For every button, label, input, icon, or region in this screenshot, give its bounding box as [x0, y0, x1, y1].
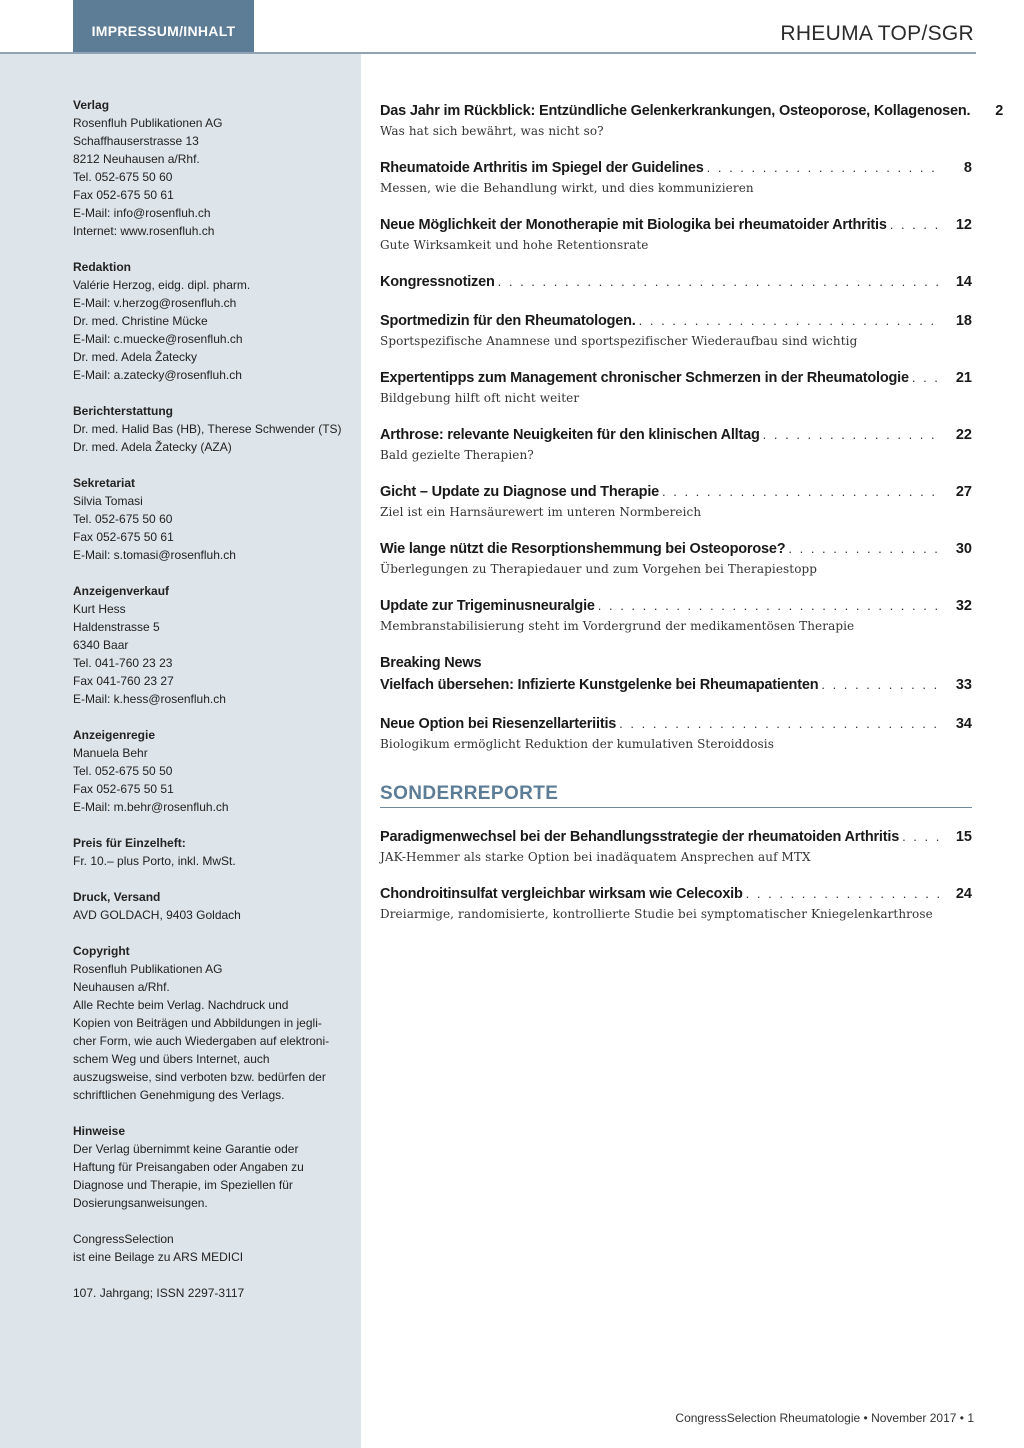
- imprint-line: Schaffhauserstrasse 13: [73, 134, 199, 148]
- imprint-heading: Copyright: [73, 944, 130, 958]
- toc-entry: [380, 214, 972, 254]
- toc-leader-dots: [788, 538, 942, 560]
- toc-page-number: 32: [955, 598, 972, 614]
- toc-entry: [380, 481, 972, 521]
- toc-entry-subtitle: Bald gezielte Therapien?: [380, 448, 534, 462]
- toc-entry-line: [380, 674, 972, 696]
- toc-page-number: 21: [955, 370, 972, 386]
- imprint-line: Dr. med. Christine Mücke: [73, 314, 208, 328]
- toc-entry: [380, 100, 1004, 140]
- imprint-line: Haldenstrasse 5: [73, 620, 160, 634]
- toc-entry-line: [380, 100, 1004, 122]
- imprint-heading: Redaktion: [73, 260, 132, 274]
- imprint-line: Rosenfluh Publikationen AG: [73, 962, 223, 976]
- toc-page-number: 2: [995, 103, 1004, 119]
- toc-entry: [380, 595, 972, 635]
- imprint-block: [73, 582, 343, 708]
- imprint-line: ist eine Beilage zu ARS MEDICI: [73, 1250, 244, 1264]
- toc-entry-subtitle: Messen, wie die Behandlung wirkt, und dies kommunizieren: [380, 181, 754, 195]
- imprint-line: 6340 Baar: [73, 638, 129, 652]
- imprint-line: Fr. 10.– plus Porto, inkl. MwSt.: [73, 854, 236, 868]
- toc-entry: [380, 652, 972, 696]
- toc-page-number: 34: [955, 716, 972, 732]
- imprint-heading: Anzeigenverkauf: [73, 584, 170, 598]
- toc-entry: [380, 424, 972, 464]
- imprint-heading: Hinweise: [73, 1124, 126, 1138]
- toc-entry: [380, 367, 972, 407]
- toc-entry-line: [380, 367, 972, 389]
- toc-page-number: 8: [963, 160, 972, 176]
- toc-entry-line: [380, 538, 972, 560]
- imprint-heading: Druck, Versand: [73, 890, 161, 904]
- toc-entry-title: Paradigmenwechsel bei der Behandlungsstrategie der rheumatoiden Arthritis: [380, 829, 900, 845]
- imprint-heading: Berichterstattung: [73, 404, 174, 418]
- page-footer: CongressSelection Rheumatologie • November 2017 • 1: [675, 1411, 974, 1425]
- toc-entry-subtitle: Membranstabilisierung steht im Vordergrund der medikamentösen Therapie: [380, 619, 855, 633]
- imprint-line: Tel. 052-675 50 60: [73, 512, 173, 526]
- imprint-line: CongressSelection: [73, 1232, 174, 1246]
- imprint-line: E-Mail: a.zatecky@rosenfluh.ch: [73, 368, 242, 382]
- imprint-line: E-Mail: v.herzog@rosenfluh.ch: [73, 296, 237, 310]
- imprint-line: AVD GOLDACH, 9403 Goldach: [73, 908, 241, 922]
- toc-entry-kicker: Breaking News: [380, 655, 482, 671]
- toc-entry-line: [380, 481, 972, 503]
- imprint-block: [73, 402, 343, 456]
- imprint-line: schriftlichen Genehmigung des Verlags.: [73, 1088, 285, 1102]
- imprint-line: Kopien von Beiträgen und Abbildungen in jegli-: [73, 1016, 322, 1030]
- toc-entry-title: Gicht – Update zu Diagnose und Therapie: [380, 484, 660, 500]
- toc-page-number: 30: [955, 541, 972, 557]
- imprint-line: 8212 Neuhausen a/Rhf.: [73, 152, 200, 166]
- special-reports-heading: SONDERREPORTE: [380, 783, 972, 808]
- imprint-line: Valérie Herzog, eidg. dipl. pharm.: [73, 278, 251, 292]
- toc-entry-subtitle: JAK-Hemmer als starke Option bei inadäquatem Ansprechen auf MTX: [380, 850, 811, 864]
- toc-entry-title: Chondroitinsulfat vergleichbar wirksam wie Celecoxib: [380, 886, 743, 902]
- toc-entry: [380, 883, 972, 923]
- imprint-block: [73, 474, 343, 564]
- imprint-line: Fax 041-760 23 27: [73, 674, 174, 688]
- toc-entry-title: Neue Möglichkeit der Monotherapie mit Biologika bei rheumatoider Arthritis: [380, 217, 887, 233]
- toc-page-number: 18: [955, 313, 972, 329]
- imprint-block: [73, 726, 343, 816]
- imprint-line: Rosenfluh Publikationen AG: [73, 116, 223, 130]
- toc-entry-title: Expertentipps zum Management chronischer Schmerzen in der Rheumatologie: [380, 370, 909, 386]
- toc-entry-title: Neue Option bei Riesenzellarteriitis: [380, 716, 617, 732]
- imprint-block: [73, 834, 343, 870]
- toc-entry-line: [380, 595, 972, 617]
- imprint: [73, 96, 343, 1320]
- toc-entry-subtitle: Dreiarmige, randomisierte, kontrollierte Studie bei symptomatischer Kniegelenkarthrose: [380, 907, 933, 921]
- toc-entry-subtitle: Biologikum ermöglicht Reduktion der kumulativen Steroiddosis: [380, 737, 774, 751]
- imprint-block: [73, 1230, 343, 1266]
- toc-entry-line: [380, 883, 972, 905]
- toc-leader-dots: [821, 674, 942, 696]
- toc-entry-subtitle: Bildgebung hilft oft nicht weiter: [380, 391, 580, 405]
- toc-leader-dots: [639, 310, 942, 332]
- imprint-line: Dr. med. Halid Bas (HB), Therese Schwender (TS): [73, 422, 342, 436]
- toc-main-list: [380, 100, 1004, 753]
- toc-entry-line: [380, 826, 972, 848]
- toc-entry-title: Das Jahr im Rückblick: Entzündliche Gelenkerkrankungen, Osteoporose, Kollagenosen.: [380, 103, 971, 119]
- imprint-line: E-Mail: m.behr@rosenfluh.ch: [73, 800, 229, 814]
- imprint-line: Dosierungsanweisungen.: [73, 1196, 208, 1210]
- toc-leader-dots: [912, 367, 942, 389]
- toc-entry-title: Rheumatoide Arthritis im Spiegel der Guidelines: [380, 160, 704, 176]
- toc-entry: [380, 310, 972, 350]
- toc-entry-subtitle: Überlegungen zu Therapiedauer und zum Vorgehen bei Therapiestopp: [380, 562, 818, 576]
- journal-title: RHEUMA TOP/SGR: [780, 22, 974, 45]
- toc-entry-line: [380, 214, 972, 236]
- toc-leader-dots: [763, 424, 942, 446]
- imprint-line: Fax 052-675 50 51: [73, 782, 174, 796]
- toc-leader-dots: [662, 481, 942, 503]
- imprint-heading: Verlag: [73, 98, 110, 112]
- toc-entry: [380, 157, 972, 197]
- toc-page-number: 33: [955, 677, 972, 693]
- imprint-line: Tel. 041-760 23 23: [73, 656, 173, 670]
- toc-entry: [380, 271, 972, 293]
- toc-entry-title: Vielfach übersehen: Infizierte Kunstgelenke bei Rheumapatienten: [380, 677, 819, 693]
- imprint-block: [73, 942, 343, 1104]
- imprint-block: [73, 96, 343, 240]
- toc-leader-dots: [498, 271, 942, 293]
- imprint-heading: Anzeigenregie: [73, 728, 156, 742]
- imprint-line: Tel. 052-675 50 50: [73, 764, 173, 778]
- imprint-line: Dr. med. Adela Žatecky (AZA): [73, 440, 232, 454]
- imprint-line: auszugsweise, sind verboten bzw. bedürfen der: [73, 1070, 326, 1084]
- imprint-line: 107. Jahrgang; ISSN 2297-3117: [73, 1286, 245, 1300]
- toc-entry-title: Sportmedizin für den Rheumatologen.: [380, 313, 636, 329]
- imprint-block: [73, 258, 343, 384]
- imprint-line: E-Mail: k.hess@rosenfluh.ch: [73, 692, 226, 706]
- toc-entry-subtitle: Ziel ist ein Harnsäurewert im unteren Normbereich: [380, 505, 702, 519]
- toc-entry: [380, 713, 972, 753]
- toc-entry-subtitle: Sportspezifische Anamnese und sportspezifischer Wiederaufbau sind wichtig: [380, 334, 858, 348]
- imprint-line: Fax 052-675 50 61: [73, 530, 174, 544]
- imprint-line: Kurt Hess: [73, 602, 126, 616]
- section-label: IMPRESSUM/INHALT: [73, 0, 254, 52]
- imprint-block: [73, 888, 343, 924]
- toc-leader-dots: [902, 826, 942, 848]
- imprint-line: Tel. 052-675 50 60: [73, 170, 173, 184]
- toc-entry: [380, 826, 972, 866]
- imprint-line: schem Weg und übers Internet, auch: [73, 1052, 270, 1066]
- imprint-line: E-Mail: c.muecke@rosenfluh.ch: [73, 332, 243, 346]
- imprint-line: Dr. med. Adela Žatecky: [73, 350, 198, 364]
- toc-page-number: 14: [955, 274, 972, 290]
- imprint-line: Haftung für Preisangaben oder Angaben zu: [73, 1160, 304, 1174]
- imprint-heading: Preis für Einzelheft:: [73, 836, 186, 850]
- toc-leader-dots: [707, 157, 942, 179]
- imprint-line: Fax 052-675 50 61: [73, 188, 174, 202]
- toc-page-number: 24: [955, 886, 972, 902]
- imprint-line: E-Mail: s.tomasi@rosenfluh.ch: [73, 548, 236, 562]
- toc-entry-line: [380, 424, 972, 446]
- toc-entry-title: Wie lange nützt die Resorptionshemmung bei Osteoporose?: [380, 541, 786, 557]
- toc-leader-dots: [619, 713, 942, 735]
- toc-special-list: [380, 826, 972, 923]
- table-of-contents: [380, 100, 1004, 940]
- toc-entry-subtitle: Gute Wirksamkeit und hohe Retentionsrate: [380, 238, 649, 252]
- imprint-line: Manuela Behr: [73, 746, 148, 760]
- imprint-block: [73, 1122, 343, 1212]
- imprint-line: Internet: www.rosenfluh.ch: [73, 224, 215, 238]
- toc-page-number: 27: [955, 484, 972, 500]
- toc-entry-line: [380, 310, 972, 332]
- toc-entry-line: [380, 271, 972, 293]
- toc-entry-title: Kongressnotizen: [380, 274, 495, 290]
- toc-entry-subtitle: Was hat sich bewährt, was nicht so?: [380, 124, 604, 138]
- imprint-line: Silvia Tomasi: [73, 494, 143, 508]
- imprint-line: cher Form, wie auch Wiedergaben auf elektroni-: [73, 1034, 330, 1048]
- imprint-line: Der Verlag übernimmt keine Garantie oder: [73, 1142, 299, 1156]
- imprint-line: Diagnose und Therapie, im Speziellen für: [73, 1178, 293, 1192]
- toc-entry: [380, 538, 972, 578]
- imprint-heading: Sekretariat: [73, 476, 136, 490]
- toc-entry-title: Arthrose: relevante Neuigkeiten für den klinischen Alltag: [380, 427, 760, 443]
- toc-page-number: 15: [955, 829, 972, 845]
- toc-leader-dots: [746, 883, 942, 905]
- toc-entry-title: Update zur Trigeminusneuralgie: [380, 598, 595, 614]
- toc-page-number: 12: [955, 217, 972, 233]
- toc-entry-line: [380, 713, 972, 735]
- imprint-block: [73, 1284, 343, 1302]
- toc-page-number: 22: [955, 427, 972, 443]
- toc-leader-dots: [890, 214, 942, 236]
- toc-leader-dots: [598, 595, 942, 617]
- imprint-line: E-Mail: info@rosenfluh.ch: [73, 206, 211, 220]
- imprint-line: Neuhausen a/Rhf.: [73, 980, 170, 994]
- toc-entry-line: [380, 157, 972, 179]
- imprint-line: Alle Rechte beim Verlag. Nachdruck und: [73, 998, 289, 1012]
